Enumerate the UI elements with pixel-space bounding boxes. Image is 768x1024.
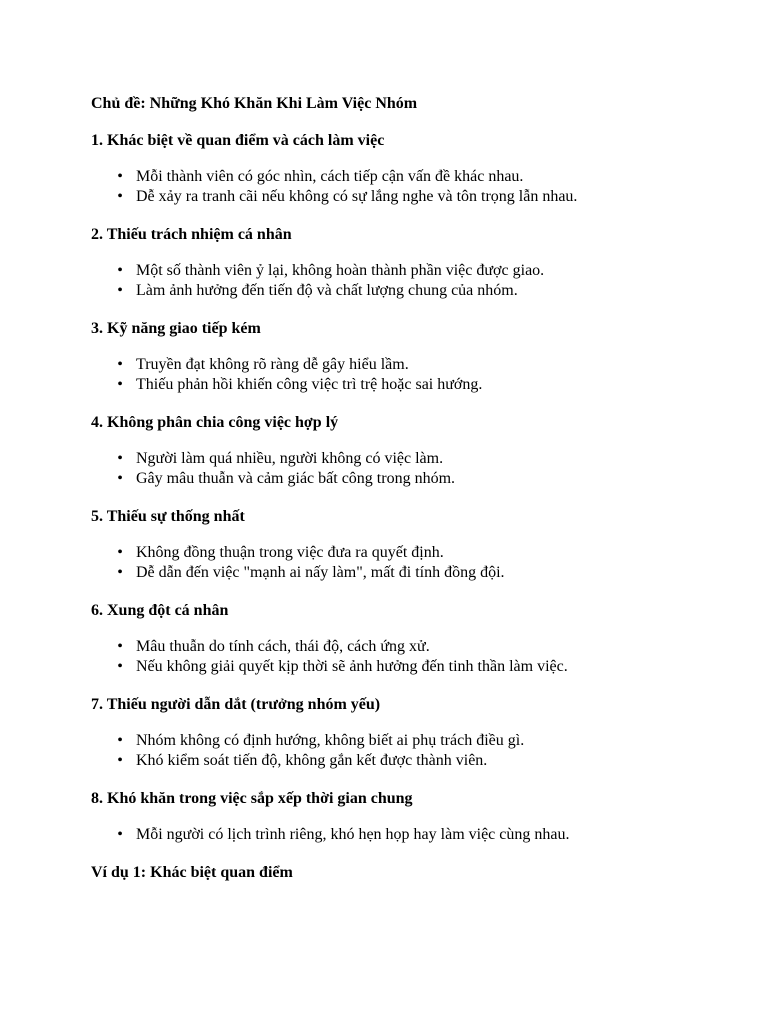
section-3 (91, 319, 731, 395)
list-item-text: Truyền đạt không rõ ràng dễ gây hiểu lầm. (136, 356, 409, 373)
section-6 (91, 601, 731, 677)
bullet-list (91, 825, 731, 845)
list-item-text: Nhóm không có định hướng, không biết ai phụ trách điều gì. (136, 732, 525, 749)
section-8 (91, 789, 731, 845)
sections-container (91, 131, 731, 845)
list-item (91, 563, 731, 583)
section-heading: 8. Khó khăn trong việc sắp xếp thời gian chung (91, 790, 413, 807)
list-item-text: Dễ dẫn đến việc "mạnh ai nấy làm", mất đi tính đồng đội. (136, 564, 505, 581)
bullet-icon: • (117, 544, 123, 561)
bullet-icon: • (117, 752, 123, 769)
section-heading: 4. Không phân chia công việc hợp lý (91, 414, 339, 431)
list-item-text: Một số thành viên ỷ lại, không hoàn thành phần việc được giao. (136, 262, 545, 279)
section-4 (91, 413, 731, 489)
bullet-icon: • (117, 658, 123, 675)
document-title: Chủ đề: Những Khó Khăn Khi Làm Việc Nhóm (91, 95, 418, 112)
section-heading: 5. Thiếu sự thống nhất (91, 508, 245, 525)
list-item (91, 731, 731, 751)
bullet-list (91, 167, 731, 207)
list-item (91, 261, 731, 281)
list-item-text: Mâu thuẫn do tính cách, thái độ, cách ứng xử. (136, 638, 430, 655)
section-heading: 2. Thiếu trách nhiệm cá nhân (91, 226, 292, 243)
bullet-icon: • (117, 564, 123, 581)
list-item (91, 825, 731, 845)
bullet-list (91, 731, 731, 771)
list-item-text: Nếu không giải quyết kịp thời sẽ ảnh hưởng đến tinh thần làm việc. (136, 658, 568, 675)
bullet-icon: • (117, 470, 123, 487)
list-item (91, 281, 731, 301)
list-item (91, 167, 731, 187)
bullet-icon: • (117, 732, 123, 749)
list-item-text: Dễ xảy ra tranh cãi nếu không có sự lắng nghe và tôn trọng lẫn nhau. (136, 188, 578, 205)
section-7 (91, 695, 731, 771)
list-item (91, 187, 731, 207)
section-1 (91, 131, 731, 207)
list-item (91, 657, 731, 677)
list-item-text: Mỗi thành viên có góc nhìn, cách tiếp cận vấn đề khác nhau. (136, 168, 524, 185)
section-heading: 3. Kỹ năng giao tiếp kém (91, 320, 261, 337)
bullet-icon: • (117, 376, 123, 393)
bullet-list (91, 637, 731, 677)
bullet-icon: • (117, 262, 123, 279)
list-item-text: Không đồng thuận trong việc đưa ra quyết định. (136, 544, 444, 561)
list-item-text: Gây mâu thuẫn và cảm giác bất công trong nhóm. (136, 470, 456, 487)
bullet-icon: • (117, 168, 123, 185)
bullet-icon: • (117, 188, 123, 205)
list-item-text: Thiếu phản hồi khiến công việc trì trệ hoặc sai hướng. (136, 376, 483, 393)
bullet-icon: • (117, 638, 123, 655)
example-heading: Ví dụ 1: Khác biệt quan điểm (91, 864, 293, 881)
section-5 (91, 507, 731, 583)
list-item (91, 375, 731, 395)
bullet-icon: • (117, 356, 123, 373)
bullet-list (91, 355, 731, 395)
section-heading: 1. Khác biệt về quan điểm và cách làm việc (91, 132, 385, 149)
section-heading: 7. Thiếu người dẫn dắt (trưởng nhóm yếu) (91, 696, 381, 713)
list-item (91, 637, 731, 657)
bullet-icon: • (117, 282, 123, 299)
list-item-text: Mỗi người có lịch trình riêng, khó hẹn họp hay làm việc cùng nhau. (136, 826, 570, 843)
list-item-text: Làm ảnh hưởng đến tiến độ và chất lượng chung của nhóm. (136, 282, 518, 299)
document-page (91, 94, 731, 899)
bullet-list (91, 261, 731, 301)
section-2 (91, 225, 731, 301)
bullet-icon: • (117, 826, 123, 843)
bullet-list (91, 543, 731, 583)
list-item (91, 751, 731, 771)
section-heading: 6. Xung đột cá nhân (91, 602, 229, 619)
list-item (91, 449, 731, 469)
list-item-text: Khó kiểm soát tiến độ, không gắn kết được thành viên. (136, 752, 488, 769)
bullet-icon: • (117, 450, 123, 467)
list-item-text: Người làm quá nhiều, người không có việc làm. (136, 450, 444, 467)
list-item (91, 543, 731, 563)
bullet-list (91, 449, 731, 489)
list-item (91, 469, 731, 489)
list-item (91, 355, 731, 375)
